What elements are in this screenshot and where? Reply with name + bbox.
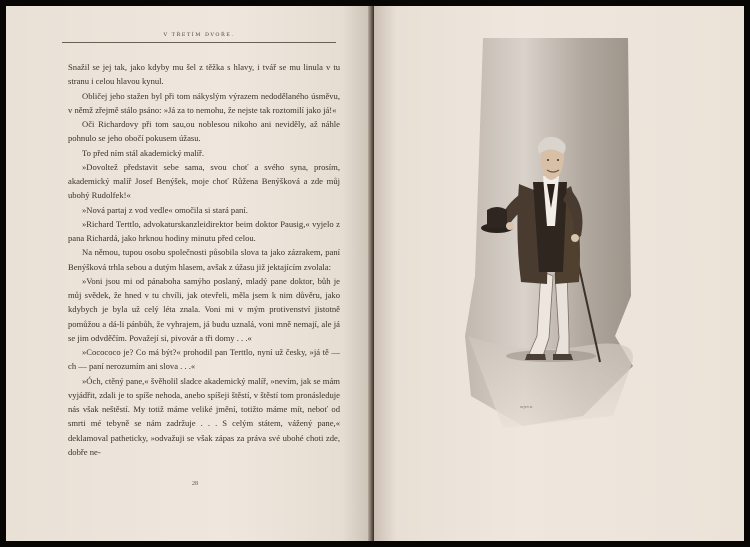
artist-signature: nejen st. <box>520 404 534 409</box>
paragraph: »Voni jsou mi od pánaboha samýho poslaný, mladý pane doktor, bůh je můj svědek, že hned v tu chvíli, jak otevřeli, měla jsem k nim důvěru, jako kdybych je byla už celý léta znala. Voni mi v mým protivenství jistotně pomůžou a dá-li pánbůh, že vyhrajem, já budu uznalá, voni mně nemají, ale já se jim odvděčím. Považejí si, pivovár a tři domy . . .« <box>68 275 340 343</box>
paragraph: Na němou, tupou osobu společnosti působila slova ta jako zázrakem, paní Benýšková trhla sebou a dutým hlasem, avšak z úžasu již jektajícím zvolala: <box>68 247 340 272</box>
paragraph: »Cocococo je? Co má být?« prohodil pan Terttlo, nyní už česky, »já tě — ch — paní nerozumím ani slova . . .« <box>68 347 340 372</box>
paragraph: Obličej jeho stažen byl při tom nákyslým výrazem nedodělaného úsměvu, v němž zřejmě stálo psáno: »Já za to nemohu, že nejste tak roztomilí jako já!« <box>68 90 340 115</box>
paragraph: »Óch, ctěný pane,« švěholil sladce akademický malíř, »nevím, jak se mám vyjádřit, zdali je to spíše nehoda, anebo spíšeji štěstí, v štěstí tom pronásleduje nás však neštěstí. My totiž máme veliké jmění, totižto máme mít, neboť od smrti mé tebyně se nám zadržuje . . . S celým státem, vážený pane,« deklamoval patheticky, »odvažuji se však zápas za práva své ubohé choti zde, dobře ne- <box>68 375 340 457</box>
book-spread <box>6 6 744 541</box>
left-page <box>6 6 372 541</box>
body-text <box>68 60 340 459</box>
paragraph: Snažil se jej tak, jako kdyby mu šel z těžka s hlavy, i tvář se mu linula v tu stranu i celou hlavou kynul. <box>68 62 340 87</box>
illustration-gentleman-with-top-hat <box>463 36 633 428</box>
paragraph: »Richard Terttlo, advokaturskanzleidirektor beim doktor Pausig,« vyjelo z pana Richardá, jako hrknou hodiny minutu před celou. <box>68 218 340 243</box>
paragraph: »Dovoltež představit sebe sama, svou choť a svého syna, prosím, akademický malíř Josef Benýšek, moje choť Růžena Benýšková a zde můj ubohý Rudolfek!« <box>68 161 340 201</box>
paragraph: Oči Richardovy při tom sau,ou noblesou nikoho ani neviděly, až náhle pohnulo se jeho obočí pokusem úžasu. <box>68 119 340 144</box>
paragraph: To před ním stál akademický malíř. <box>82 147 205 158</box>
running-head: V TŘETÍM DVOŘE. <box>62 32 336 43</box>
page-number: 28 <box>192 481 198 487</box>
paragraph: »Nová partaj z vod vedle« omočila si stará paní. <box>82 204 248 215</box>
